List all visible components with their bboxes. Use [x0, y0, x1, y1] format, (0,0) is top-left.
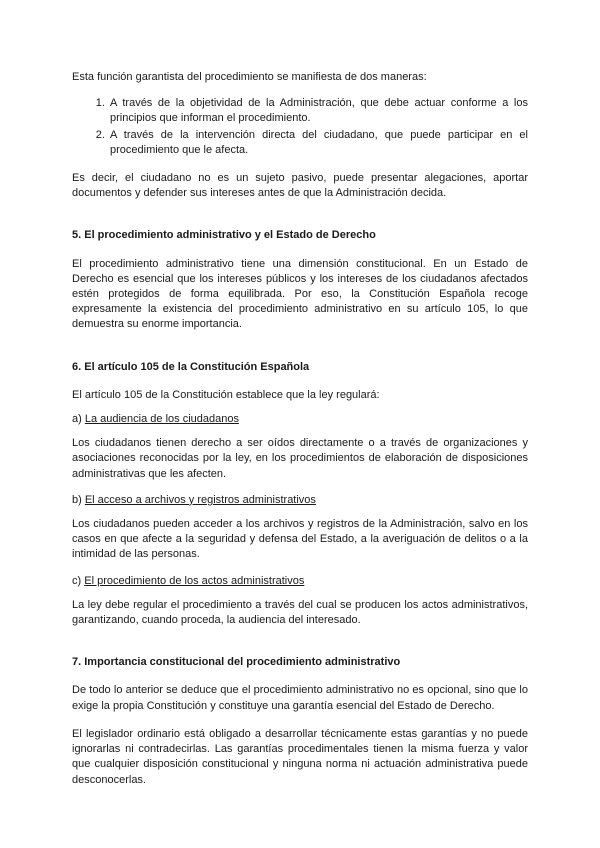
body-paragraph: El procedimiento administrativo tiene una dimensión constitucional. En un Estado de Derecho es esencial que los intereses públicos y los intereses de los ciudadanos afectados estén protegidos de forma equilibrada. Por eso, la Constitución Española recoge expresamente la existencia del procedimiento administrativo en su artículo 105, lo que demuestra su enorme importancia.	[72, 257, 528, 331]
section-heading: 5. El procedimiento administrativo y el Estado de Derecho	[72, 229, 376, 242]
subheading-b	[72, 493, 528, 508]
subheading-c	[72, 574, 528, 589]
body-paragraph: De todo lo anterior se deduce que el procedimiento administrativo no es opcional, sino que lo exige la propia Constitución y constituye una garantía esencial del Estado de Derecho.	[72, 684, 528, 712]
body-paragraph: La ley debe regular el procedimiento a través del cual se producen los actos administrativos, garantizando, cuando proceda, la audiencia del interesado.	[72, 598, 528, 627]
guarantee-list	[72, 96, 528, 158]
subheading-prefix: b)	[72, 493, 85, 506]
subheading-prefix: c)	[72, 574, 85, 587]
body-paragraph: Es decir, el ciudadano no es un sujeto pasivo, puede presentar alegaciones, aportar documentos y defender sus intereses antes de que la Administración decida.	[72, 172, 528, 200]
subheading-title: La audiencia de los ciudadanos	[84, 413, 239, 426]
body-paragraph: Los ciudadanos tienen derecho a ser oídos directamente o a través de organizaciones y asociaciones reconocidas por la ley, en los procedimientos de elaboración de disposiciones administrativas que les afecten.	[72, 437, 528, 480]
intro-paragraph: Esta función garantista del procedimiento se manifiesta de dos maneras:	[72, 71, 427, 83]
subheading-a	[72, 412, 528, 427]
list-item: 1. A través de la objetividad de la Administración, que debe actuar conforme a los principios que informan el procedimiento.	[108, 96, 528, 126]
subheading-title: El procedimiento de los actos administrativos	[84, 574, 305, 587]
list-item: 2. A través de la intervención directa del ciudadano, que puede participar en el procedimiento que le afecta.	[108, 128, 528, 158]
body-paragraph: El artículo 105 de la Constitución establece que la ley regulará:	[72, 388, 380, 401]
body-paragraph: El legislador ordinario está obligado a desarrollar técnicamente estas garantías y no puede ignorarlas ni contradecirlas. Las garantías procedimentales tienen la misma fuerza y valor que cualquier disposición constitucional y ninguna norma ni actuación administrativa puede desconocerlas.	[72, 727, 528, 786]
subheading-title: El acceso a archivos y registros administrativos	[84, 493, 316, 506]
section-heading: 7. Importancia constitucional del procedimiento administrativo	[72, 656, 401, 669]
section-heading: 6. El artículo 105 de la Constitución Española	[72, 360, 310, 373]
body-paragraph: Los ciudadanos pueden acceder a los archivos y registros de la Administración, salvo en los casos en que afecte a la seguridad y defensa del Estado, a la averiguación de delitos o a la intimidad de las personas.	[72, 518, 528, 561]
subheading-prefix: a)	[72, 413, 85, 426]
